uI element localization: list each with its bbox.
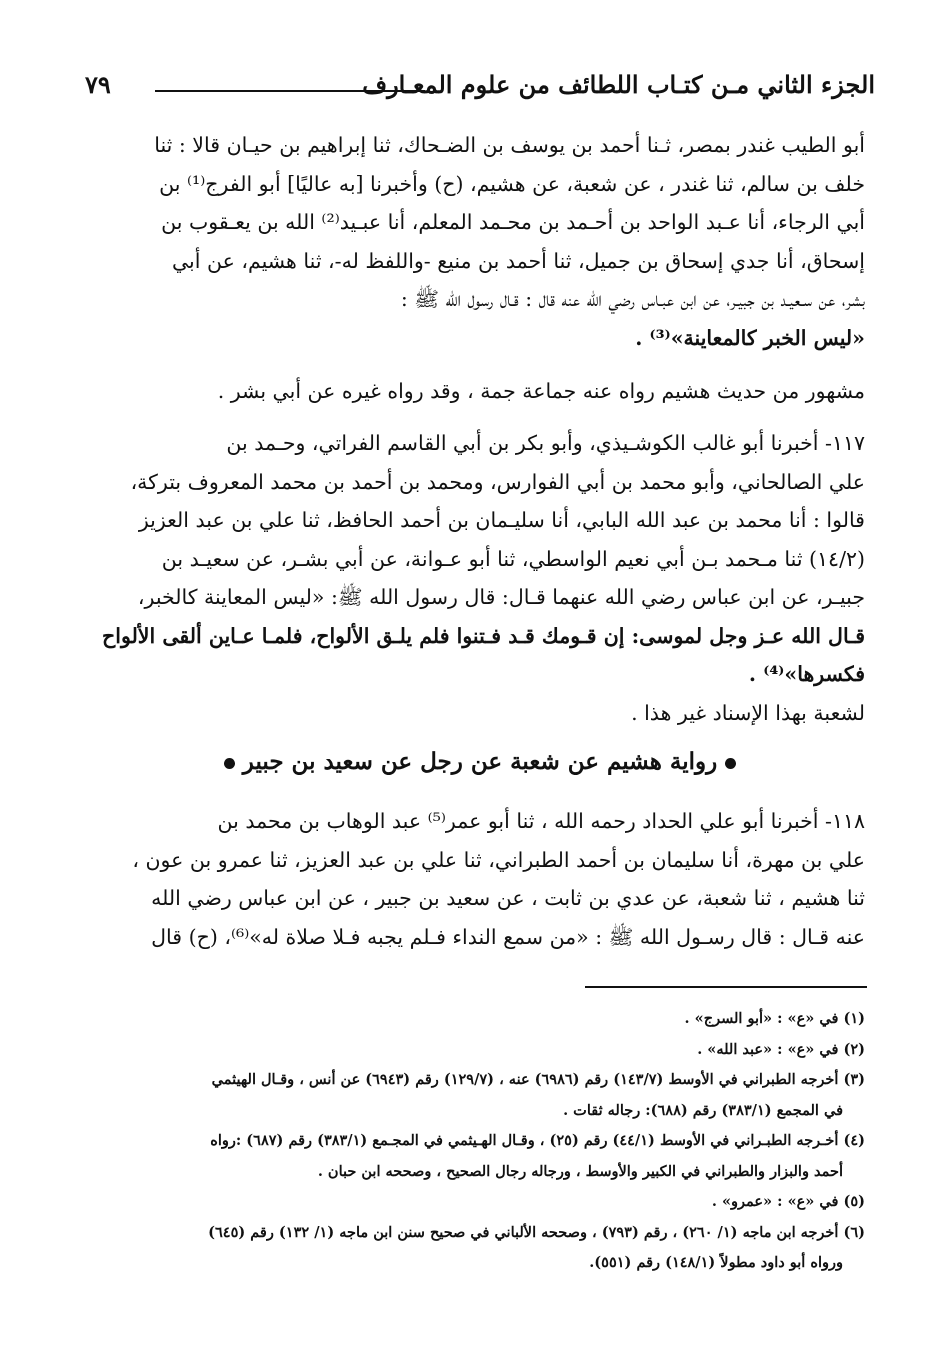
section-heading-text: رواية هشيم عن شعبة عن رجل عن سعيد بن جبير: [242, 748, 718, 775]
hadith-text-line: فكسرها»⁽⁴⁾ .: [748, 662, 865, 686]
page-number: ٧٩: [85, 70, 111, 99]
bullet-icon: [224, 758, 235, 769]
text-line: مشهور من حديث هشيم رواه عنه جماعة جمة ، وقد رواه غيره عن أبي بشر .: [217, 379, 865, 403]
footnote-6: [95, 1218, 865, 1279]
footnote-line: (١) في «ع» : «أبو السرج» .: [684, 1010, 865, 1027]
text-line: أبي الرجاء، أنا عـبد الواحد بن أحـمد بن محـمد المعلم، أنا عبـيد⁽²⁾ الله بن يعـقوب بن: [161, 210, 865, 234]
text-line: لشعبة بهذا الإسناد غير هذا .: [631, 701, 865, 725]
footnote-rule: [585, 986, 867, 988]
text-line: بشر، عن سـعيـد بن جبيـر، عن ابن عبـاس رضي الله عنه قال : قـال رسول الله ﷺ :: [400, 287, 865, 311]
text-line: قالوا : أنا محمد بن عبد الله البابي، أنا سليـمان بن أحمد الحافظ، ثنا علي بن عبد العزيز: [138, 508, 865, 532]
text-line: علي بن مهرة، أنا سليمان بن أحمد الطبراني، ثنا علي بن عبد العزيز، ثنا عمرو بن عون ،: [132, 847, 865, 872]
running-title: الجزء الثاني مـن كتـاب اللطائف من علوم المعـارف: [362, 70, 875, 99]
text-line: أبو الطيب غندر بمصر، ثـنا أحمد بن يوسف بن الضـحاك، ثنا إبراهيم بن حيـان قالا : ثنا: [154, 133, 865, 157]
footnote-line: أحمد والبزار والطبراني في الكبير والأوسط ، ورجاله رجال الصحيح ، وصححه ابن حبان .: [317, 1162, 843, 1180]
footnote-line: ورواه أبو داود مطولاً (١٤٨/١) رقم (٥٥١).: [589, 1254, 843, 1271]
paragraph-isnad-continuation: [95, 126, 865, 357]
text-line: علي الصالحاني، وأبو محمد بن أبي الفوارس، ومحمد بن أحمد بن محمد المعروف بتركة،: [130, 469, 865, 494]
paragraph-hadith-118: [95, 802, 865, 956]
footnote-5: [95, 1187, 865, 1218]
footnote-line: (٤) أخـرجه الطبـراني في الأوسط (٤٤/١) رقم (٢٥) ، وقـال الهـيثمي في المجـمع (٣٨٣/١) رقم (٦٨٧) :رواه: [210, 1132, 865, 1149]
footnote-line: (٥) في «ع» : «عمرو» .: [711, 1193, 865, 1210]
footnote-line: (٦) أخرجه ابن ماجه (١/ ٢٦٠) ، رقم (٧٩٣) ، وصححه الألباني في صحيح سنن ابن ماجه (١/ ١٣٢) رقم (٦٤٥): [208, 1223, 865, 1241]
text-line: خلف بن سالم، ثنا غندر ، عن شعبة، عن هشيم، (ح) وأخبرنا [به عاليًا] أبو الفرج⁽¹⁾ بن: [159, 171, 865, 196]
text-line: ثنا هشيم ، ثنا شعبة، عن عدي بن ثابت ، عن سعيد بن جبير ، عن ابن عباس رضي الله: [151, 886, 865, 910]
paragraph-remark: [95, 694, 865, 733]
text-line: ١١٨- أخبرنا أبو علي الحداد رحمه الله ، ثنا أبو عمر⁽⁵⁾ عبد الوهاب بن محمد بن: [217, 809, 865, 833]
text-line: (١٤/٢) ثنا مـحمد بـن أبي نعيم الواسطي، ثنا أبو عـوانة، عن أبي بشـر، عن سعيـد بن: [161, 546, 865, 571]
footnote-3: [95, 1065, 865, 1126]
footnote-1: [95, 1004, 865, 1035]
paragraph-hadith-117: [95, 424, 865, 694]
page-header: [85, 66, 875, 108]
section-heading: [95, 748, 865, 775]
hadith-text-line: قـال الله عـز وجل لموسى: إن قـومك قـد فـتنوا فلم يلـق الألواح، فلمـا عـاين ألقى الألواح: [102, 623, 865, 648]
footnote-2: [95, 1035, 865, 1066]
footnote-line: في المجمع (٣٨٣/١) رقم (٦٨٨): رجاله ثقات .: [563, 1101, 843, 1119]
footnotes: [95, 1004, 865, 1279]
paragraph-remark: [95, 372, 865, 411]
footnote-line: (٣) أخرجه الطبراني في الأوسط (١٤٣/٧) رقم (٦٩٨٦) عنه ، (١٢٩/٧) رقم (٦٩٤٣) عن أنس ، وقـال الهيثمي: [211, 1071, 865, 1088]
text-line: إسحاق، أنا جدي إسحاق بن جميل، ثنا أحمد بن منيع -واللفظ له-، ثنا هشيم، عن أبي: [171, 248, 865, 273]
footnote-line: (٢) في «ع» : «عبد الله» .: [697, 1040, 865, 1058]
text-line: عنه قـال : قال رسـول الله ﷺ : «من سمع النداء فـلم يجبه فـلا صلاة له»⁽⁶⁾، (ح) قال: [151, 924, 865, 949]
footnote-4: [95, 1126, 865, 1187]
text-line: جبيـر، عن ابن عباس رضي الله عنهما قـال: قال رسول الله ﷺ: «ليس المعاينة كالخبر،: [137, 585, 865, 609]
text-line: ١١٧- أخبرنا أبو غالب الكوشـيذي، وأبو بكر بن أبي القاسم الفراتي، وحـمد بن: [226, 431, 865, 455]
bullet-icon: [725, 758, 736, 769]
hadith-text-line: «ليس الخبر كالمعاينة»⁽³⁾ .: [635, 325, 865, 350]
